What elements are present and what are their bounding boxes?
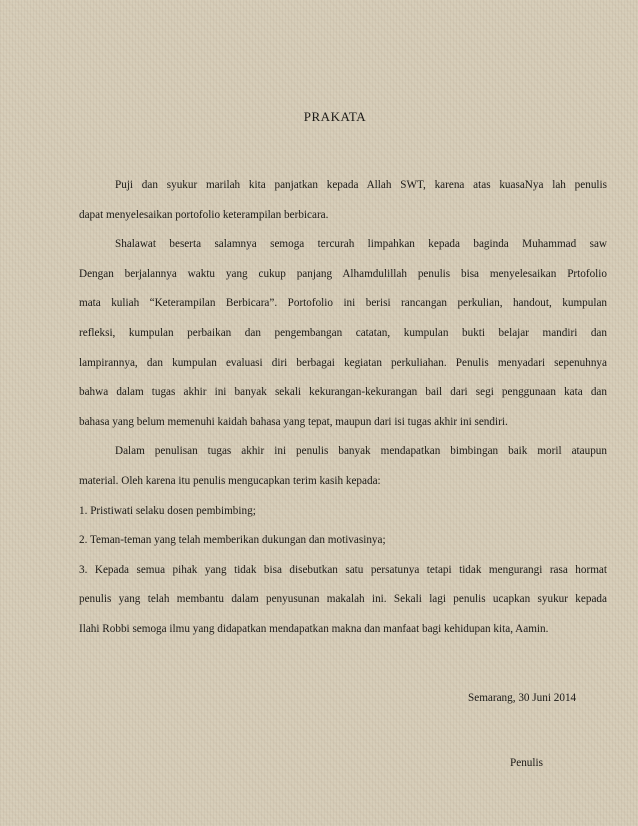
list-item: 1. Pristiwati selaku dosen pembimbing; <box>79 504 256 517</box>
text-line: Ilahi Robbi semoga ilmu yang didapatkan mendapatkan makna dan manfaat bagi kehidupan kita, Aamin. <box>79 622 549 635</box>
page-title: PRAKATA <box>303 109 367 124</box>
list-item: 3. Kepada semua pihak yang tidak bisa disebutkan satu persatunya tetapi tidak mengurangi rasa hormat <box>79 563 607 576</box>
text-line: Dengan berjalannya waktu yang cukup panjang Alhamdulillah penulis bisa menyelesaikan Prtofolio <box>79 267 607 280</box>
text-line: penulis yang telah membantu dalam penyusunan makalah ini. Sekali lagi penulis ucapkan syukur kepada <box>79 593 607 606</box>
preface-body <box>79 171 607 645</box>
text-line: refleksi, kumpulan perbaikan dan pengembangan catatan, kumpulan bukti belajar mandiri dan <box>79 326 607 339</box>
text-line: material. Oleh karena itu penulis mengucapkan terim kasih kepada: <box>79 474 381 487</box>
text-line: Dalam penulisan tugas akhir ini penulis banyak mendapatkan bimbingan baik moril ataupun <box>115 445 607 458</box>
text-line: Puji dan syukur marilah kita panjatkan kepada Allah SWT, karena atas kuasaNya lah penulis <box>115 179 607 191</box>
text-line: Shalawat beserta salamnya semoga tercurah limpahkan kepada baginda Muhammad saw <box>115 238 607 251</box>
author-signature: Penulis <box>510 757 543 769</box>
text-line: dapat menyelesaikan portofolio keterampilan berbicara. <box>79 208 329 221</box>
text-line: bahasa yang belum memenuhi kaidah bahasa yang tepat, maupun dari isi tugas akhir ini sendiri. <box>79 415 508 428</box>
list-item: 2. Teman-teman yang telah memberikan dukungan dan motivasinya; <box>79 534 386 547</box>
text-line: bahwa dalam tugas akhir ini banyak sekali kekurangan-kekurangan bail dari segi penggunaan kata dan <box>79 386 607 399</box>
text-line: lampirannya, dan kumpulan evaluasi diri berbagai kegiatan perkuliahan. Penulis menyadari sepenuhnya <box>79 356 607 369</box>
place-date: Semarang, 30 Juni 2014 <box>468 692 577 704</box>
text-line: mata kuliah “Keterampilan Berbicara”. Portofolio ini berisi rancangan perkulian, handout, kumpulan <box>79 297 607 310</box>
